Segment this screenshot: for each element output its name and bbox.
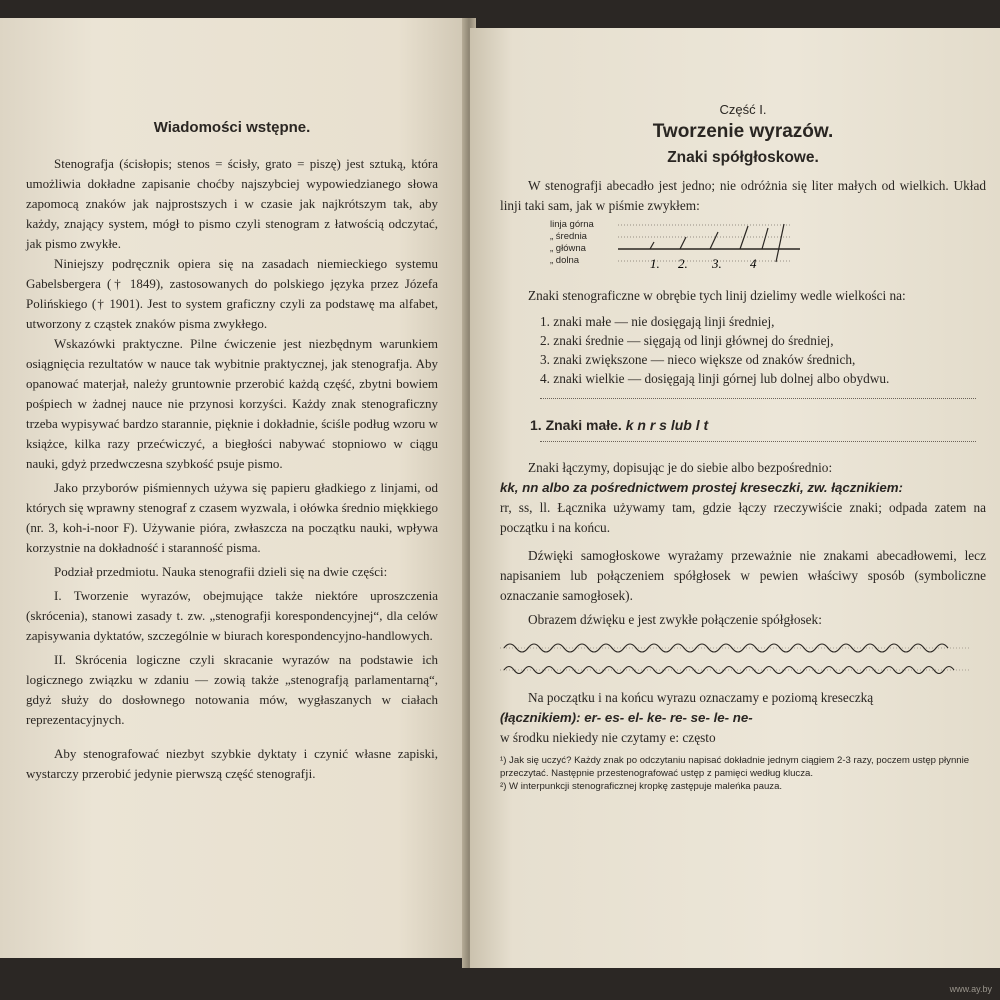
paragraph-e-ends-1: Na początku i na końcu wyrazu oznaczamy e poziomą kreseczką bbox=[528, 690, 874, 705]
footnotes bbox=[500, 754, 986, 793]
small-signs-heading bbox=[530, 415, 986, 435]
paragraph-system: Niniejszy podręcznik opiera się na zasadach niemieckiego systemu Gabelsbergera († 1849), zastosowanych do polskiego języka przez Józefa Polińskiego († 1901). Jest to system graficzny czyli za podstawę ma alfabet, utworzony z cząstek znaków pisma zwykłego. bbox=[26, 256, 438, 331]
line-label-main: „ główna bbox=[550, 243, 586, 254]
shorthand-e-examples bbox=[500, 632, 970, 676]
right-page-title: Tworzenie wyrazów. bbox=[652, 121, 834, 142]
line-label-middle: „ średnia bbox=[550, 231, 587, 242]
paragraph-writing-tools: Jako przyborów piśmiennych używa się papieru gładkiego z linjami, od których się wprawny stenograf z czasem wyzwala, i ołówka średnio miękkiego (nr. 3, koh-i-noor F). Używanie pióra, zwłaszcza na początku nauki, wpływa korzystnie na dokładność i staranność pisma. bbox=[26, 480, 438, 555]
right-page-subtitle: Znaki spółgłoskowe. bbox=[667, 149, 819, 166]
paragraph-part-two: II. Skrócenia logiczne czyli skracanie wyrazów na podstawie ich logicznego związku w zdaniu — zowią także „stenografją parlamentarną“, gdyż służy do dosłownego notowania mów, wygłaszanych w ciałach reprezentacyjnych. bbox=[26, 652, 438, 727]
paragraph-practical-tips: Wskazówki praktyczne. Pilne ćwiczenie jest niezbędnym warunkiem osiągnięcia rezultatów w nauce tak wybitnie praktycznej, jak stenografja. Aby opanować materjał, należy gruntownie przerobić każdą część, zbytni bowiem pośpiech w żadnej nauce nie przynosi korzyści. Każdy znak stenograficzny trzeba wypisywać bardzo starannie, pięknie i dokładnie, ściśle podług wzoru w książce, kilka razy przećwiczyć, a biegłości nabywać stopniowo w ciągu nauki, gdyż przedwczesna szybkość psuje pismo. bbox=[26, 336, 438, 471]
sizes-list bbox=[500, 312, 986, 388]
paragraph-join-1: Znaki łączymy, dopisując je do siebie albo bezpośrednio: bbox=[528, 460, 833, 475]
list-item: 4. znaki wielkie — dosięgają linji górnej lub dolnej albo obydwu. bbox=[540, 371, 890, 386]
open-book bbox=[0, 18, 1000, 978]
line-number-1: 1. bbox=[650, 256, 660, 270]
paragraph-subject-division: Podział przedmiotu. Nauka stenografii dzieli się na dwie części: bbox=[54, 564, 388, 579]
left-page bbox=[0, 18, 468, 958]
list-item: 2. znaki średnie — sięgają od linji głównej do średniej, bbox=[540, 333, 834, 348]
small-signs-title: 1. Znaki małe. bbox=[530, 417, 622, 433]
footnote-2: ²) W interpunkcji stenograficznej kropkę zastępuje maleńka pauza. bbox=[500, 781, 783, 792]
paragraph-definition: Stenografja (ścisłopis; stenos = ścisły, grato = piszę) jest sztuką, która umożliwia dokładne zapisanie choćby najszybciej wypowiedzianego słowa zapomocą znaków jak najprostszych i w czasie jak najkrótszym tak, aby każdy, znający system, mógł to pismo czyli stenogram z łatwością odczytać, jak pismo zwykłe. bbox=[26, 156, 438, 251]
paragraph-join-2: kk, nn albo za pośrednictwem prostej kreseczki, zw. łącznikiem: bbox=[500, 480, 903, 495]
footnote-1: ¹) Jak się uczyć? Każdy znak po odczytaniu napisać dokładnie jednym ciągiem 2-3 razy, poczem ustęp płynnie przeczytać. Następnie przestenografować ustęp z pamięci według klucza. bbox=[500, 755, 970, 779]
line-system-figure bbox=[500, 218, 986, 268]
line-number-3: 3. bbox=[712, 256, 722, 270]
paragraph-vowels: Dźwięki samogłoskowe wyrażamy przeważnie nie znakami abecadłowemi, lecz napisaniem lub połączeniem spółgłosek w pewien właściwy sposób (symboliczne oznaczanie samogłosek). bbox=[500, 548, 986, 603]
left-page-title: Wiadomości wstępne. bbox=[153, 119, 311, 136]
line-label-upper: linja górna bbox=[550, 219, 594, 230]
paragraph-sizes-intro: Znaki stenograficzne w obrębie tych linij dzielimy wedle wielkości na: bbox=[528, 288, 906, 303]
right-page bbox=[470, 28, 1000, 968]
small-signs-shorthand: k n r s lub l t bbox=[625, 417, 709, 433]
watermark: www.ay.by bbox=[949, 984, 992, 994]
paragraph-e-ends-2: (łącznikiem): er- es- el- ke- re- se- le- ne- bbox=[500, 710, 753, 725]
paragraph-conclusion: Aby stenografować niezbyt szybkie dyktaty i czynić własne zapiski, wystarczy przerobić jedynie pierwszą część stenografji. bbox=[26, 746, 438, 781]
line-label-lower: „ dolna bbox=[550, 255, 580, 266]
line-system-diagram bbox=[500, 218, 830, 270]
line-number-4: 4 bbox=[750, 256, 757, 270]
paragraph-e-sound: Obrazem dźwięku e jest zwykłe połączenie spółgłosek: bbox=[528, 612, 822, 627]
dotted-rule bbox=[540, 396, 976, 399]
part-label: Część I. bbox=[719, 102, 767, 117]
paragraph-join-3: rr, ss, ll. Łącznika używamy tam, gdzie łączy rzeczywiście znaki; odpada zatem na początku i na końcu. bbox=[500, 500, 986, 535]
list-item: 3. znaki zwiększone — nieco większe od znaków średnich, bbox=[540, 352, 856, 367]
line-number-2: 2. bbox=[678, 256, 688, 270]
paragraph-part-one: I. Tworzenie wyrazów, obejmujące także niektóre uproszczenia (skrócenia), stanowi zasady t. zw. „stenografji korespondencyjnej“, dla celów zapisywania dyktatów, szczególnie w biurach korespondencyjno-handlowych. bbox=[26, 588, 438, 643]
paragraph-e-ends-3: w środku niekiedy nie czytamy e: często bbox=[500, 730, 716, 745]
list-item: 1. znaki małe — nie dosięgają linji średniej, bbox=[540, 314, 775, 329]
paragraph-alphabet-intro: W stenografji abecadło jest jedno; nie odróżnia się liter małych od wielkich. Układ linji taki sam, jak w piśmie zwykłem: bbox=[500, 178, 986, 213]
